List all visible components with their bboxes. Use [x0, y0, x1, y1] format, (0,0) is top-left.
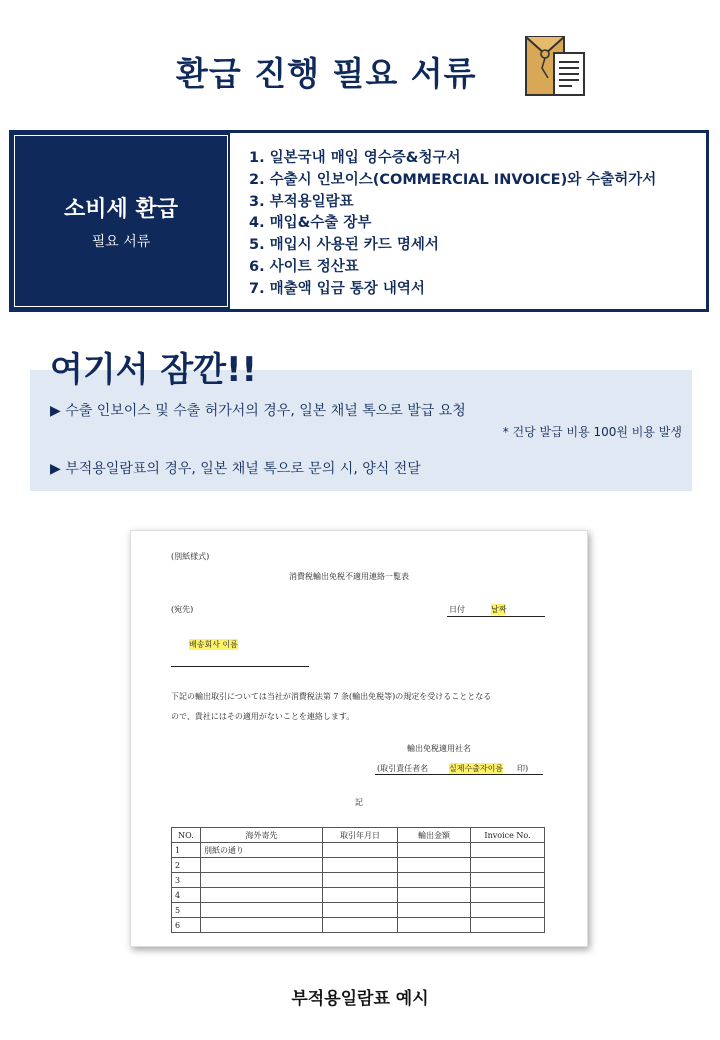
- sample-form-image: [130, 530, 588, 947]
- list-item: 6. 사이트 정산표: [249, 258, 359, 275]
- table-cell: [471, 918, 545, 933]
- required-documents-box: [9, 130, 709, 312]
- note-title: 여기서 잠깐!!: [50, 350, 258, 390]
- form-recipient: 배송회사 이름: [189, 640, 238, 649]
- table-cell: [201, 873, 323, 888]
- form-body-line-2: ので、貴社にはその適用がないことを連絡します。: [171, 712, 355, 721]
- info-subheading: 필요 서류: [91, 233, 151, 250]
- table-header-row: [172, 828, 545, 843]
- table-cell: [471, 873, 545, 888]
- table-cell: [323, 918, 398, 933]
- table-cell: [398, 903, 471, 918]
- column-header: Invoice No.: [471, 828, 545, 843]
- document-envelope-icon: [520, 34, 590, 100]
- list-item: 1. 일본국내 매입 영수증&청구서: [249, 150, 461, 166]
- table-row: [172, 873, 545, 888]
- table-row: [172, 888, 545, 903]
- form-caption: 부적용일람표 예시: [291, 989, 429, 1009]
- table-cell: 別紙の通り: [201, 843, 323, 858]
- table-cell: [323, 873, 398, 888]
- table-cell: 1: [172, 843, 201, 858]
- table-cell: [471, 858, 545, 873]
- form-body-line-1: 下記の輸出取引については当社が消費税法第 7 条(輸出免税等)の規定を受けることとなる: [171, 692, 492, 701]
- table-cell: [323, 888, 398, 903]
- table-cell: [201, 888, 323, 903]
- note-fee: * 건당 발급 비용 100원 비용 발생: [502, 425, 682, 439]
- table-cell: 3: [172, 873, 201, 888]
- table-cell: [201, 858, 323, 873]
- table-cell: [471, 888, 545, 903]
- table-row: [172, 918, 545, 933]
- table-cell: [398, 858, 471, 873]
- column-header: NO.: [172, 828, 201, 843]
- info-heading: 소비세 환급: [64, 196, 178, 222]
- info-label-panel: [12, 133, 233, 309]
- form-date-label: 日付: [449, 605, 465, 614]
- form-annex: (別紙様式): [171, 552, 210, 561]
- list-item: 7. 매출액 입금 통장 내역서: [249, 280, 425, 297]
- recipient-underline: [171, 666, 309, 667]
- table-cell: [201, 918, 323, 933]
- table-cell: 5: [172, 903, 201, 918]
- table-row: [172, 858, 545, 873]
- table-cell: 2: [172, 858, 201, 873]
- table-cell: [471, 903, 545, 918]
- form-heading: 消費税輸出免税不適用連絡一覧表: [289, 572, 409, 581]
- form-ki: 記: [355, 798, 363, 807]
- column-header: 取引年月日: [323, 828, 398, 843]
- table-cell: [323, 903, 398, 918]
- form-company-label: 輸出免税適用社名: [407, 744, 471, 753]
- table-cell: [323, 858, 398, 873]
- table-row: [172, 903, 545, 918]
- list-item: 5. 매입시 사용된 카드 명세서: [249, 237, 439, 254]
- table-cell: 4: [172, 888, 201, 903]
- rep-underline: [375, 774, 543, 775]
- form-seal: 印): [517, 764, 529, 773]
- table-row: [172, 843, 545, 858]
- form-rep-value: 실제수출자이름: [449, 764, 504, 773]
- table-cell: [398, 843, 471, 858]
- table-cell: 6: [172, 918, 201, 933]
- note-line-invoice: ▶ 수출 인보이스 및 수출 허가서의 경우, 일본 채널 톡으로 발급 요청: [50, 403, 466, 419]
- documents-list: [233, 133, 656, 309]
- date-underline: [447, 616, 545, 617]
- table-cell: [471, 843, 545, 858]
- list-item: 2. 수출시 인보이스(COMMERCIAL INVOICE)와 수출허가서: [249, 171, 657, 188]
- list-item: 3. 부적용일람표: [249, 193, 354, 210]
- form-date-value: 날짜: [491, 605, 507, 614]
- form-table: [171, 827, 545, 933]
- column-header: 輸出金額: [398, 828, 471, 843]
- header: [0, 30, 720, 100]
- table-cell: [323, 843, 398, 858]
- form-to: (宛先): [171, 605, 194, 614]
- table-cell: [201, 903, 323, 918]
- form-rep-label: (取引責任者名: [377, 764, 429, 773]
- page-title: 환급 진행 필요 서류: [176, 54, 477, 93]
- column-header: 海外寄先: [201, 828, 323, 843]
- table-cell: [398, 873, 471, 888]
- list-item: 4. 매입&수출 장부: [249, 215, 372, 232]
- table-cell: [398, 918, 471, 933]
- table-cell: [398, 888, 471, 903]
- note-line-form: ▶ 부적용일람표의 경우, 일본 채널 톡으로 문의 시, 양식 전달: [50, 461, 421, 477]
